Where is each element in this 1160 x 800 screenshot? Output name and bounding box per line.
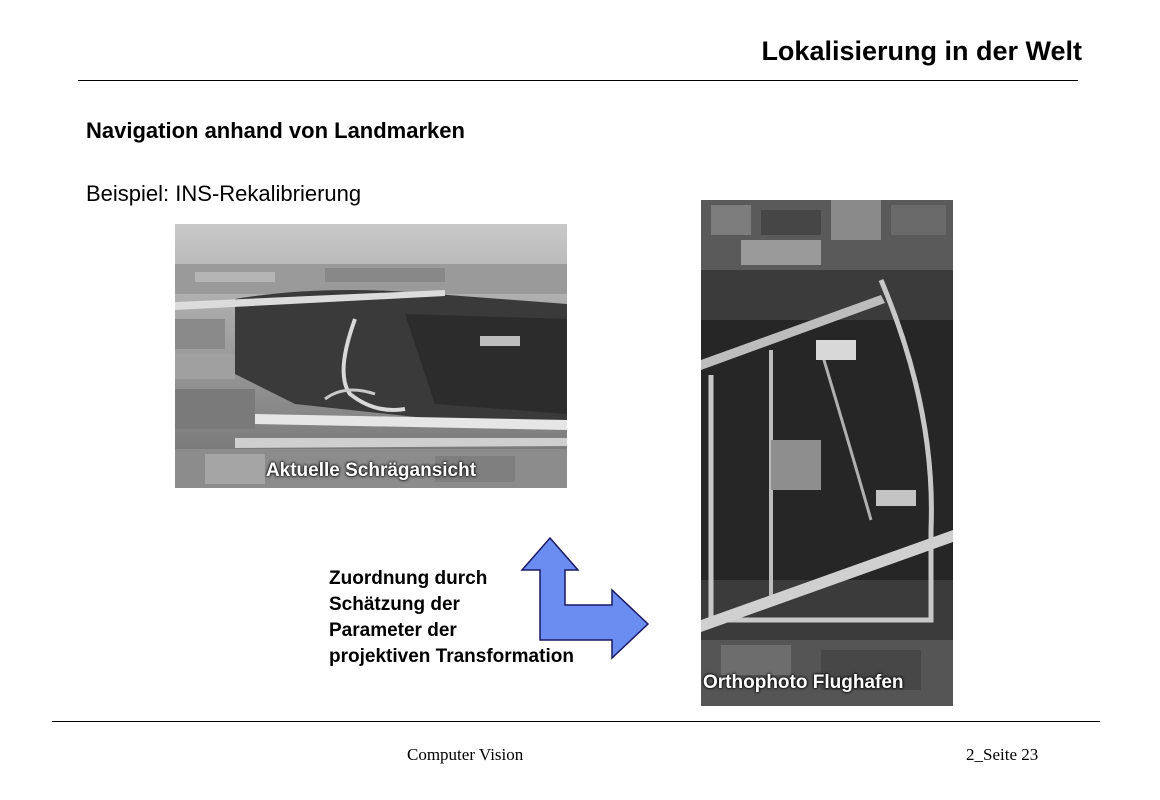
- oblique-photo-caption: Aktuelle Schrägansicht: [265, 460, 477, 481]
- section-heading: Navigation anhand von Landmarken: [86, 118, 465, 143]
- orthophoto-caption: Orthophoto Flughafen: [703, 672, 904, 693]
- footer-course: Computer Vision: [407, 745, 524, 764]
- example-text: Beispiel: INS-Rekalibrierung: [86, 181, 362, 206]
- slide-title: Lokalisierung in der Welt: [761, 36, 1082, 66]
- footer-page-number: 2_Seite 23: [966, 745, 1039, 764]
- association-line: Parameter der: [329, 620, 457, 641]
- association-line: Schätzung der: [329, 594, 460, 615]
- association-line: Zuordnung durch: [329, 568, 488, 589]
- bottom-divider: [52, 721, 1100, 722]
- oblique-aerial-photo: [175, 224, 567, 488]
- orthophoto-airport: [701, 200, 953, 706]
- orthophoto-image: [701, 200, 953, 706]
- top-divider: [78, 80, 1078, 81]
- association-line: projektiven Transformation: [329, 646, 574, 667]
- association-text: [329, 566, 574, 670]
- oblique-photo-image: [175, 224, 567, 488]
